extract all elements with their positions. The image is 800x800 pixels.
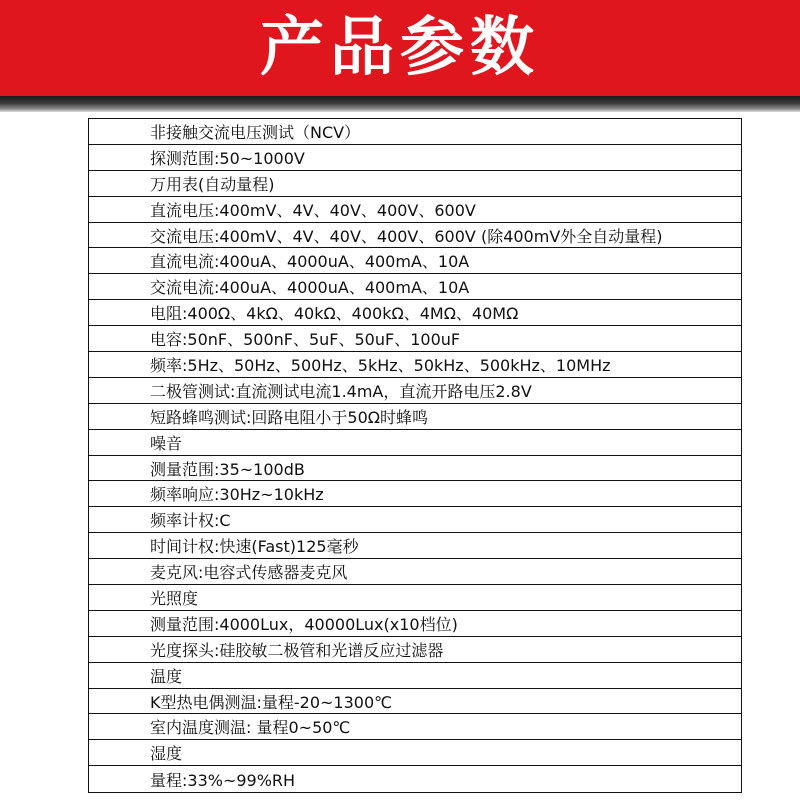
spec-text: 时间计权:快速(Fast)125毫秒 — [150, 537, 359, 557]
spec-text: 交流电压:400mV、4V、40V、400V、600V (除400mV外全自动量程) — [150, 226, 663, 246]
spec-text: 探测范围:50~1000V — [150, 148, 305, 168]
spec-text: 直流电流:400uA、4000uA、400mA、10A — [150, 252, 470, 272]
spec-row — [89, 274, 741, 300]
spec-row — [89, 352, 741, 378]
page-title: 产品参数 — [260, 11, 540, 85]
spec-text: 噪音 — [150, 433, 183, 453]
spec-row — [89, 223, 741, 249]
spec-text: 直流电压:400mV、4V、40V、400V、600V — [150, 200, 476, 220]
spec-text: 频率计权:C — [150, 511, 231, 531]
spec-text: 电阻:400Ω、4kΩ、40kΩ、400kΩ、4MΩ、40MΩ — [150, 304, 519, 324]
spec-row — [89, 740, 741, 766]
spec-row — [89, 663, 741, 689]
spec-row — [89, 119, 741, 145]
spec-table — [88, 118, 742, 793]
spec-row — [89, 145, 741, 171]
spec-text: 交流电流:400uA、4000uA、400mA、10A — [150, 278, 470, 298]
header-banner-shadow — [0, 96, 800, 112]
spec-text: 二极管测试:直流测试电流1.4mA，直流开路电压2.8V — [150, 381, 532, 401]
spec-text: 测量范围:35~100dB — [150, 459, 305, 479]
spec-row — [89, 714, 741, 740]
spec-row — [89, 689, 741, 715]
spec-row — [89, 171, 741, 197]
spec-row — [89, 559, 741, 585]
spec-row — [89, 533, 741, 559]
spec-text: 非接触交流电压测试（NCV） — [150, 122, 361, 142]
spec-row — [89, 637, 741, 663]
spec-text: 短路蜂鸣测试:回路电阻小于50Ω时蜂鸣 — [150, 407, 428, 427]
spec-text: 湿度 — [150, 744, 183, 764]
spec-row — [89, 197, 741, 223]
spec-row — [89, 507, 741, 533]
spec-row — [89, 766, 741, 792]
spec-row — [89, 456, 741, 482]
spec-text: 测量范围:4000Lux，40000Lux(x10档位) — [150, 614, 458, 634]
spec-row — [89, 585, 741, 611]
spec-row — [89, 248, 741, 274]
spec-text: 频率:5Hz、50Hz、500Hz、5kHz、50kHz、500kHz、10MHz — [150, 355, 611, 375]
spec-text: K型热电偶测温:量程-20~1300℃ — [150, 692, 393, 712]
spec-row — [89, 326, 741, 352]
spec-text: 光照度 — [150, 588, 199, 608]
spec-text: 量程:33%~99%RH — [150, 770, 296, 790]
spec-text: 麦克风:电容式传感器麦克风 — [150, 563, 348, 583]
spec-row — [89, 611, 741, 637]
spec-text: 万用表(自动量程) — [150, 174, 275, 194]
spec-text: 光度探头:硅胶敏二极管和光谱反应过滤器 — [150, 640, 444, 660]
spec-text: 室内温度测温: 量程0~50℃ — [150, 718, 351, 738]
spec-text: 频率响应:30Hz~10kHz — [150, 485, 324, 505]
spec-row — [89, 404, 741, 430]
spec-text: 电容:50nF、500nF、5uF、50uF、100uF — [150, 330, 461, 350]
spec-row — [89, 430, 741, 456]
spec-row — [89, 378, 741, 404]
spec-row — [89, 481, 741, 507]
spec-text: 温度 — [150, 666, 183, 686]
spec-row — [89, 300, 741, 326]
